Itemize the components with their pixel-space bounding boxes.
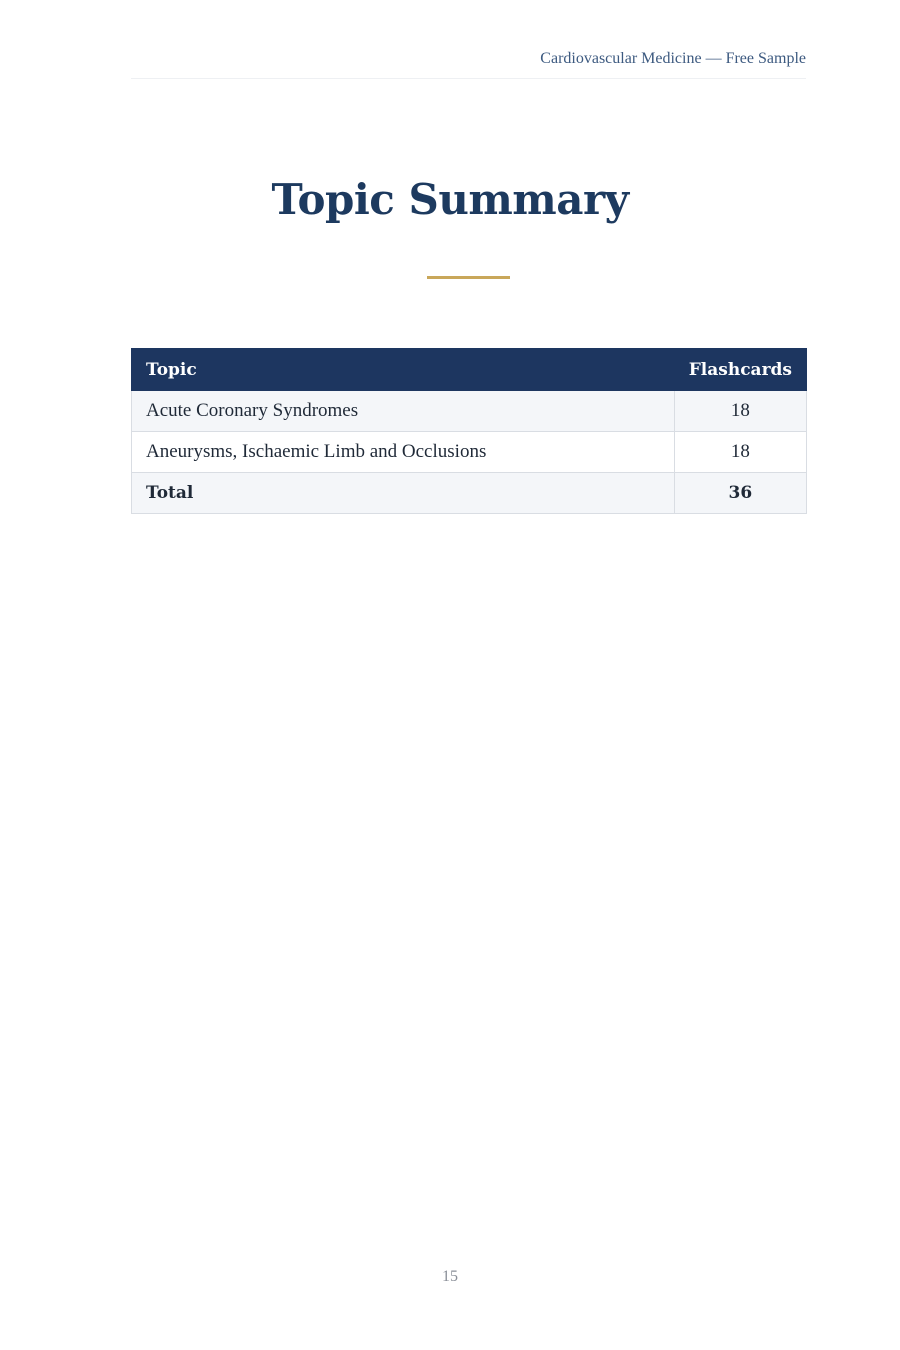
column-header-flashcards: Flashcards: [674, 349, 806, 391]
total-row: [132, 473, 807, 514]
total-count-cell: 36: [674, 473, 806, 514]
column-header-topic: Topic: [132, 349, 675, 391]
table-row: [132, 432, 807, 473]
topic-summary-table: [131, 348, 807, 514]
table-header-row: [132, 349, 807, 391]
topic-cell: Aneurysms, Ischaemic Limb and Occlusions: [132, 432, 675, 473]
title-underline-rule: [427, 276, 510, 279]
running-header: [131, 48, 806, 79]
table-row: [132, 391, 807, 432]
flashcards-count-cell: 18: [674, 391, 806, 432]
flashcards-count-cell: 18: [674, 432, 806, 473]
total-label-cell: Total: [132, 473, 675, 514]
page-title: Topic Summary: [271, 175, 629, 224]
page-number: 15: [442, 1268, 458, 1285]
topic-cell: Acute Coronary Syndromes: [132, 391, 675, 432]
running-header-title: Cardiovascular Medicine — Free Sample: [540, 50, 806, 67]
